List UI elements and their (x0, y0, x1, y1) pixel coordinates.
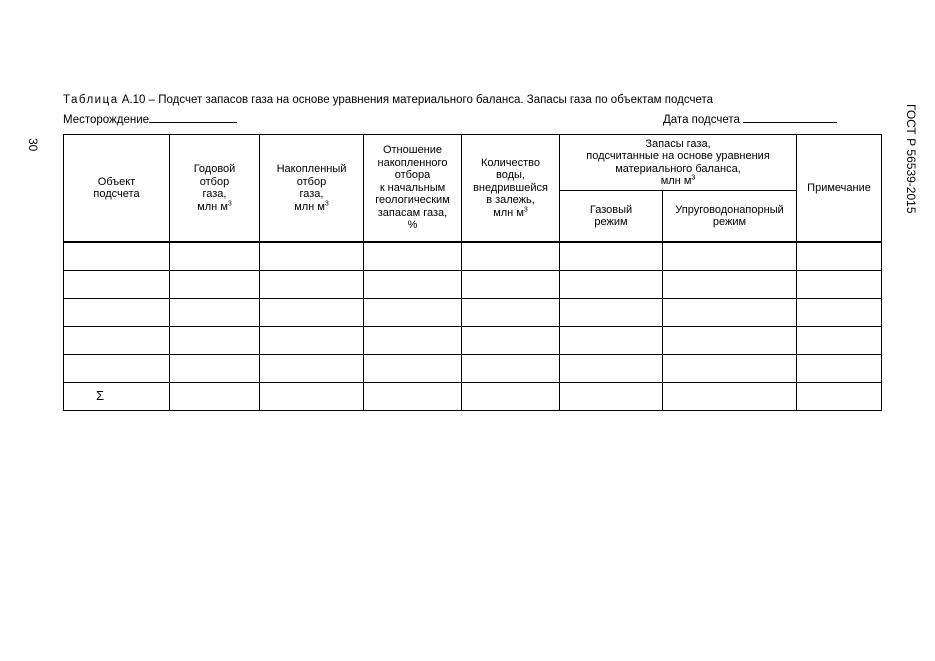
table-cell (364, 327, 462, 355)
table-cell (560, 355, 663, 383)
table-cell (170, 242, 260, 271)
table-row (64, 242, 882, 271)
table-row (64, 271, 882, 299)
table-cell (560, 327, 663, 355)
table-cell (364, 383, 462, 411)
table-cell (170, 383, 260, 411)
table-cell (170, 271, 260, 299)
table-cell (797, 355, 882, 383)
page-number: 30 (26, 138, 40, 152)
table-cell (560, 271, 663, 299)
standard-number: ГОСТ Р 56539-2015 (904, 104, 918, 214)
table-cell (797, 299, 882, 327)
table-cell (64, 271, 170, 299)
table-cell (260, 355, 364, 383)
table-cell (170, 299, 260, 327)
table-cell (560, 242, 663, 271)
table-cell (170, 327, 260, 355)
header-ratio: Отношение накопленного отбора к начальным геологическим запасам газа, % (364, 135, 462, 243)
table-cell (260, 271, 364, 299)
table-cell (663, 327, 797, 355)
table-cell (364, 355, 462, 383)
sum-row (64, 383, 882, 411)
header-cumulative: Накопленный отбор газа, млн $м^3$ (260, 135, 364, 243)
table-cell (462, 271, 560, 299)
table-cell (560, 383, 663, 411)
sum-symbol: Σ (64, 383, 170, 411)
caption-text: А.10 – Подсчет запасов газа на основе уравнения материального баланса. Запасы газа по объектам подсчета (118, 94, 714, 106)
table-row (64, 299, 882, 327)
table-cell (260, 242, 364, 271)
deposit-field (63, 111, 237, 126)
table-cell (663, 383, 797, 411)
table-caption (63, 94, 713, 106)
header-reserves: Запасы газа, подсчитанные на основе уравнения материального баланса, млн $м^3$ (560, 135, 797, 191)
table-cell (663, 355, 797, 383)
date-blank (743, 111, 837, 123)
table-cell (170, 355, 260, 383)
table-cell (364, 271, 462, 299)
table-cell (797, 242, 882, 271)
table-cell (364, 242, 462, 271)
table-cell (462, 355, 560, 383)
table-row (64, 355, 882, 383)
header-note: Примечание (797, 135, 882, 243)
reserves-table (63, 134, 882, 411)
table-cell (260, 383, 364, 411)
table-cell (260, 327, 364, 355)
caption-prefix: Таблица (63, 94, 119, 106)
table-cell (260, 299, 364, 327)
table-cell (797, 383, 882, 411)
table-cell (663, 242, 797, 271)
table-cell (64, 242, 170, 271)
table-cell (663, 271, 797, 299)
table-cell (462, 299, 560, 327)
table-cell (663, 299, 797, 327)
table-cell (364, 299, 462, 327)
header-gas-mode: Газовый режим (560, 191, 663, 243)
header-elastic-mode: Упруговодонапорный режим (663, 191, 797, 243)
table-cell (560, 299, 663, 327)
table-cell (64, 327, 170, 355)
header-object: Объект подсчета (64, 135, 170, 243)
table-cell (462, 383, 560, 411)
date-field (663, 111, 837, 126)
table-cell (797, 271, 882, 299)
table-row (64, 327, 882, 355)
header-water: Количество воды, внедрившейся в залежь, млн $м^3$ (462, 135, 560, 243)
deposit-label: Месторождение (63, 114, 150, 126)
table-cell (462, 242, 560, 271)
deposit-blank (149, 111, 237, 123)
table-cell (797, 327, 882, 355)
header-annual: Годовой отбор газа, млн $м^3$ (170, 135, 260, 243)
date-label: Дата подсчета (663, 114, 740, 126)
table-cell (462, 327, 560, 355)
table-cell (64, 299, 170, 327)
table-cell (64, 355, 170, 383)
